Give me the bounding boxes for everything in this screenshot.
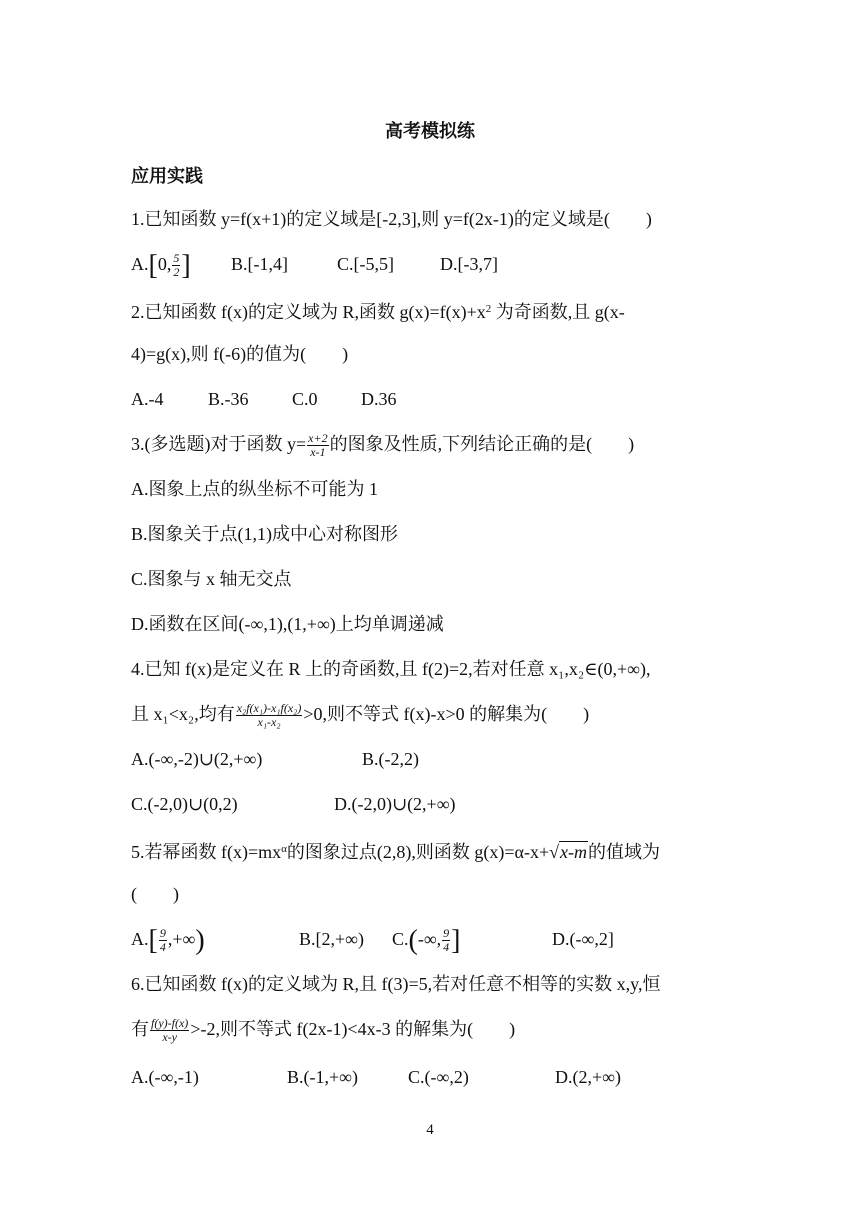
q6-option-d: D.(2,+∞): [555, 1067, 621, 1087]
fraction-numerator: 9: [159, 926, 166, 941]
q6-option-c: C.(-∞,2): [408, 1067, 469, 1087]
fraction-numerator: f(y)-f(x): [151, 1016, 189, 1031]
q2-exponent: 2: [485, 303, 492, 315]
q5-stem-mid: 的图象过点(2,8),则函数 g(x)=α-x+: [286, 842, 550, 862]
q1-option-d: D.[-3,7]: [440, 254, 498, 274]
q5-option-c-fraction: [442, 927, 450, 954]
right-bracket-icon: ]: [181, 249, 191, 281]
fraction-denominator: 4: [443, 940, 450, 955]
q3-fraction: [307, 432, 328, 459]
q2-stem-line2: 4)=g(x),则 f(-6)的值为( ): [131, 344, 349, 364]
q4-stem-line1: 4.已知 f(x)是定义在 R 上的奇函数,且 f(2)=2,若对任意 x₁,x₂∈(0,+∞),: [131, 659, 651, 679]
left-bracket-icon: [: [148, 249, 158, 281]
q5-option-a: [131, 924, 205, 956]
fraction-denominator: 4: [159, 940, 166, 955]
q4-stem-line2: [131, 702, 589, 729]
q5-option-c: [392, 924, 461, 956]
q1-option-a-fraction: [172, 252, 180, 279]
q6-stem-line1: 6.已知函数 f(x)的定义域为 R,且 f(3)=5,若对任意不相等的实数 x,y,恒: [131, 974, 661, 994]
q3-stem-post: 的图象及性质,下列结论正确的是( ): [329, 434, 635, 454]
q6-stem-line2: [131, 1017, 515, 1044]
q5-option-a-fraction: [159, 927, 167, 954]
section-heading: 应用实践: [131, 166, 203, 187]
q6-fraction: [150, 1017, 189, 1044]
fraction-numerator: x₂f(x₁)-x₁f(x₂): [236, 701, 302, 716]
left-bracket-icon: [: [148, 924, 158, 956]
q3-option-a: A.图象上点的纵坐标不可能为 1: [131, 479, 378, 499]
right-paren-icon: ): [195, 924, 205, 956]
fraction-denominator: x₁-x₂: [257, 715, 281, 730]
q4-option-a: A.(-∞,-2)∪(2,+∞): [131, 749, 263, 769]
fraction-denominator: x-1: [310, 445, 326, 460]
q1-option-a: [131, 249, 191, 281]
q5-option-b: B.[2,+∞): [299, 929, 364, 949]
q5-stem-pre: 5.若幂函数 f(x)=mx: [131, 842, 282, 862]
sqrt-icon: √x-m: [549, 842, 587, 862]
q5-option-c-head: -∞,: [417, 929, 442, 949]
q5-stem-post: 的值域为: [588, 842, 660, 862]
q5-option-a-label: A.: [131, 929, 149, 949]
fraction-numerator: x+2: [308, 431, 328, 446]
q2-stem-tail: 为奇函数,且 g(x-: [491, 302, 625, 322]
q3-stem: [131, 432, 634, 459]
q4-option-d: D.(-2,0)∪(2,+∞): [334, 794, 456, 814]
q5-option-a-tail: ,+∞: [167, 929, 196, 949]
q2-stem-text: 2.已知函数 f(x)的定义域为 R,函数 g(x)=f(x)+x: [131, 302, 486, 322]
q5-radicand: x-m: [560, 842, 587, 862]
q3-option-b: B.图象关于点(1,1)成中心对称图形: [131, 524, 398, 544]
q4-option-c: C.(-2,0)∪(0,2): [131, 794, 238, 814]
q3-stem-pre: 3.(多选题)对于函数 y=: [131, 434, 307, 454]
fraction-numerator: 9: [443, 926, 450, 941]
q1-option-b: B.[-1,4]: [231, 254, 288, 274]
q6-option-b: B.(-1,+∞): [287, 1067, 358, 1087]
q6-option-a: A.(-∞,-1): [131, 1067, 199, 1087]
q5-stem-line2: ( ): [131, 884, 179, 904]
q4-stem-post: >0,则不等式 f(x)-x>0 的解集为( ): [303, 704, 590, 724]
q1-option-a-left: 0,: [157, 254, 172, 274]
q4-fraction: [236, 702, 303, 729]
q2-option-b: B.-36: [208, 389, 249, 409]
q5-stem-line1: [131, 837, 660, 864]
page-title: 高考模拟练: [385, 121, 475, 142]
q2-option-a: A.-4: [131, 389, 164, 409]
q1-option-a-label: A.: [131, 254, 149, 274]
q6-stem-pre: 有: [131, 1019, 149, 1039]
fraction-denominator: x-y: [162, 1030, 177, 1045]
q3-option-d: D.函数在区间(-∞,1),(1,+∞)上均单调递减: [131, 614, 444, 634]
q6-stem-post: >-2,则不等式 f(2x-1)<4x-3 的解集为( ): [190, 1019, 516, 1039]
fraction-denominator: 2: [173, 265, 180, 280]
q4-stem-pre: 且 x₁<x₂,均有: [131, 704, 235, 724]
page-number: 4: [426, 1122, 434, 1138]
q2-option-d: D.36: [361, 389, 397, 409]
q3-option-c: C.图象与 x 轴无交点: [131, 569, 292, 589]
q1-stem: 1.已知函数 y=f(x+1)的定义域是[-2,3],则 y=f(2x-1)的定义域是( ): [131, 209, 652, 229]
q5-exponent: α: [281, 843, 287, 855]
q5-option-d: D.(-∞,2]: [552, 929, 614, 949]
fraction-numerator: 5: [173, 251, 180, 266]
q2-stem-line1: [131, 297, 625, 324]
q4-option-b: B.(-2,2): [362, 749, 419, 769]
q1-option-c: C.[-5,5]: [337, 254, 394, 274]
left-paren-icon: (: [408, 924, 418, 956]
q5-option-c-label: C.: [392, 929, 409, 949]
q2-option-c: C.0: [292, 389, 318, 409]
right-bracket-icon: ]: [451, 924, 461, 956]
